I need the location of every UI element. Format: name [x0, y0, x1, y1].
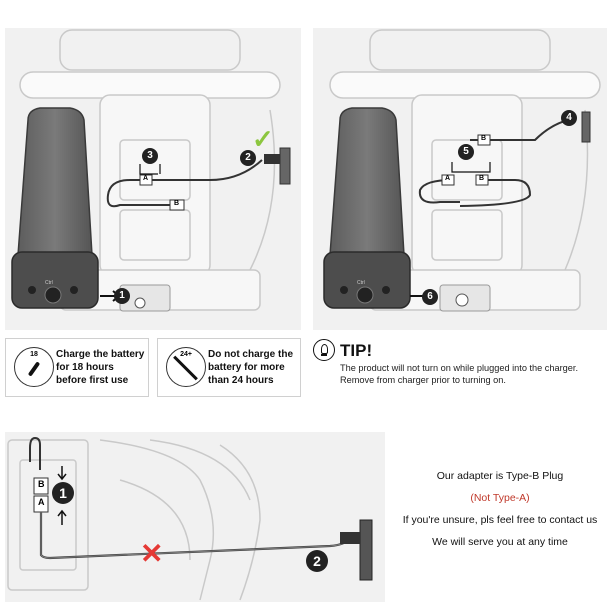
step-badge-6: 6 — [422, 289, 438, 305]
step-badge-1: 1 — [114, 288, 130, 304]
tip-body: The product will not turn on while plugged into the charger. Remove from charger prior to turning on. — [340, 363, 578, 385]
clock-18-icon — [14, 347, 54, 387]
step-badge-bottom-2: 2 — [306, 550, 328, 572]
adapter-note-line-1: Our adapter is Type-B Plug — [436, 470, 564, 482]
connector-label-a-bottom: A — [38, 497, 45, 507]
adapter-note-line-4: We will serve you at any time — [432, 536, 568, 548]
step-badge-5: 5 — [458, 144, 474, 160]
tip-text-charge-18h: Charge the battery for 18 hours before first use — [56, 349, 145, 386]
seat-left — [18, 108, 92, 255]
svg-text:Ctrl: Ctrl — [45, 280, 53, 286]
tip-text-no-24h: Do not charge the battery for more than 24 hours — [208, 349, 294, 386]
step-badge-bottom-1: 1 — [52, 482, 74, 504]
connector-label-a-left: A — [143, 175, 149, 182]
step-badge-3: 3 — [142, 148, 158, 164]
tip-card-no-24h — [157, 338, 301, 397]
adapter-note-line-2: (Not Type-A) — [470, 492, 530, 504]
check-icon: ✓ — [252, 124, 274, 154]
connector-label-a-right: A — [445, 175, 451, 182]
no-24-hours-icon — [166, 347, 206, 387]
connector-label-b-left: B — [174, 200, 180, 207]
tip-card-charge-18h — [5, 338, 149, 397]
seat-right — [330, 108, 404, 255]
lightbulb-icon — [313, 339, 335, 361]
connector-label-b-right: B — [479, 175, 485, 182]
clock-badge-label: 18 — [30, 351, 38, 358]
step-badge-4: 4 — [561, 110, 577, 126]
step-badge-2: 2 — [240, 150, 256, 166]
adapter-note-line-3: If you're unsure, pls feel free to contact us — [402, 514, 598, 526]
connector-label-b-bottom: B — [38, 479, 45, 489]
vehicle-illustration-bottom — [8, 440, 260, 600]
tip-title: TIP! — [340, 341, 373, 360]
svg-text:Ctrl: Ctrl — [357, 280, 365, 286]
connector-label-b2-right: B — [481, 135, 487, 142]
no24-badge-label: 24+ — [180, 351, 192, 358]
cross-icon: ✕ — [140, 538, 164, 569]
